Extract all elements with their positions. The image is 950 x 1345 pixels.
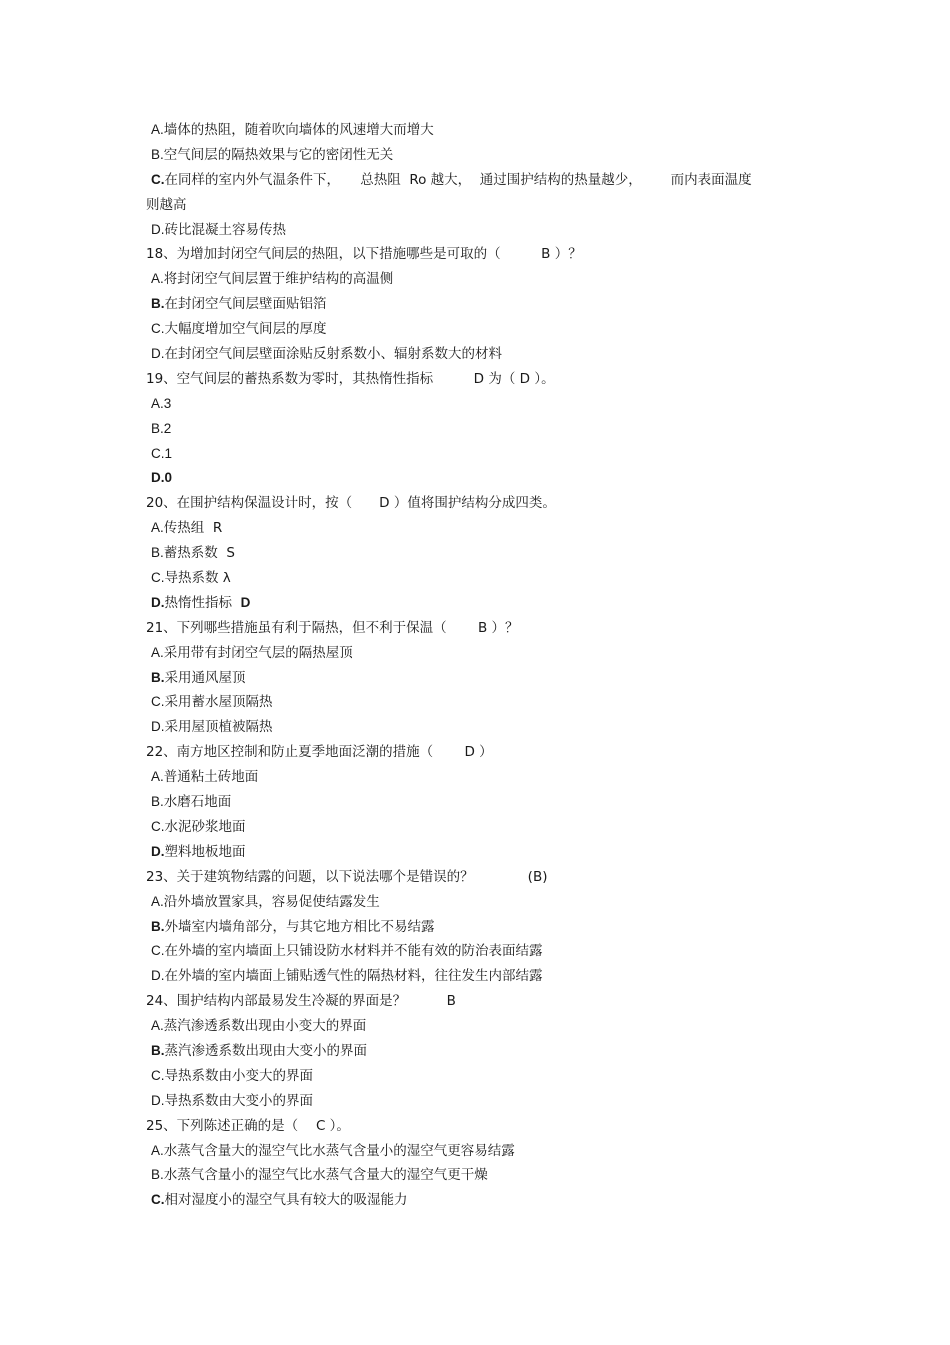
line-text: 蓄热系数 S: [163, 545, 235, 562]
question-line: [0, 367, 950, 392]
option-letter: D.0: [151, 470, 173, 486]
line-text: 将封闭空气间层置于维护结构的高温侧: [163, 271, 394, 288]
option-letter: B.: [151, 296, 165, 312]
option-line: [0, 317, 950, 342]
option-line: [0, 392, 950, 417]
option-letter: A.: [151, 520, 164, 536]
continuation-line: [0, 193, 950, 218]
option-letter: B.: [151, 918, 165, 934]
line-text: 20、在围护结构保温设计时，按（ D ）值将围护结构分成四类。: [146, 495, 556, 512]
option-letter: B.: [151, 669, 165, 685]
option-letter: A.: [151, 271, 164, 287]
option-line: [0, 442, 950, 467]
option-line: [0, 466, 950, 491]
line-text: 采用通风屋顶: [164, 669, 246, 686]
option-line: [0, 143, 950, 168]
option-letter: B.: [151, 146, 164, 162]
option-line: [0, 915, 950, 940]
line-text: 在外墙的室内墙面上只铺设防水材料并不能有效的防治表面结露: [164, 943, 543, 960]
option-letter: D.: [151, 1092, 165, 1108]
line-text: 22、南方地区控制和防止夏季地面泛潮的措施（ D ）: [146, 744, 493, 761]
option-letter: C.: [151, 321, 165, 337]
line-text: 沿外墙放置家具，容易促使结露发生: [163, 893, 380, 910]
option-letter: D.: [151, 968, 165, 984]
option-letter: C.: [151, 1192, 165, 1208]
line-text: 导热系数由大变小的界面: [164, 1092, 313, 1109]
option-letter: A.: [151, 1018, 164, 1034]
option-line: [0, 516, 950, 541]
line-text: 18、为增加封闭空气间层的热阻，以下措施哪些是可取的（ B ）？: [146, 246, 582, 263]
line-text: 导热系数由小变大的界面: [164, 1067, 313, 1084]
option-line: [0, 840, 950, 865]
option-line: [0, 666, 950, 691]
option-line: [0, 790, 950, 815]
option-letter: A.: [151, 1142, 164, 1158]
line-text: 空气间层的隔热效果与它的密闭性无关: [163, 146, 394, 163]
option-letter: C.1: [151, 445, 173, 461]
option-letter: B.: [151, 1167, 164, 1183]
option-line: [0, 292, 950, 317]
option-letter: A.: [151, 769, 164, 785]
line-text: 传热组 R: [163, 520, 223, 537]
line-text: 塑料地板地面: [164, 843, 246, 860]
question-line: [0, 989, 950, 1014]
option-line: [0, 1039, 950, 1064]
line-text: 在封闭空气间层壁面贴铝箔: [164, 296, 327, 313]
option-line: [0, 815, 950, 840]
option-line: [0, 939, 950, 964]
line-text: 采用带有封闭空气层的隔热屋顶: [163, 644, 353, 661]
line-text: 采用屋顶植被隔热: [164, 719, 273, 736]
line-text: 热惰性指标: [164, 594, 241, 611]
option-line: [0, 118, 950, 143]
option-line: [0, 1014, 950, 1039]
line-text: 25、下列陈述正确的是（ C ）。: [146, 1117, 350, 1134]
line-text: 24、围护结构内部最易发生冷凝的界面是？ B: [146, 993, 456, 1010]
option-line: [0, 1188, 950, 1213]
option-letter: B.: [151, 545, 164, 561]
question-line: [0, 242, 950, 267]
option-line: [0, 765, 950, 790]
line-text: 23、关于建筑物结露的问题，以下说法哪个是错误的？ (B): [146, 868, 548, 885]
line-text: 相对湿度小的湿空气具有较大的吸湿能力: [164, 1192, 408, 1209]
option-line: [0, 168, 950, 193]
option-letter: C.: [151, 694, 165, 710]
option-letter: D.: [151, 594, 165, 610]
line-text-bold-tail: D: [240, 594, 251, 610]
option-letter: A.: [151, 122, 164, 137]
option-line: [0, 267, 950, 292]
line-text: 21、下列哪些措施虽有利于隔热，但不利于保温（ B ）？: [146, 619, 519, 636]
option-letter: B.2: [151, 420, 172, 436]
line-text: 墙体的热阻，随着吹向墙体的风速增大而增大: [163, 122, 434, 138]
line-text: 在封闭空气间层壁面涂贴反射系数小、辐射系数大的材料: [164, 346, 502, 363]
option-letter: C.: [151, 1067, 165, 1083]
option-line: [0, 1139, 950, 1164]
line-text: 则越高: [146, 196, 187, 213]
option-line: [0, 1089, 950, 1114]
option-letter: A.3: [151, 395, 172, 411]
option-letter: A.: [151, 893, 164, 909]
option-line: [0, 417, 950, 442]
line-text: 水蒸气含量大的湿空气比水蒸气含量小的湿空气更容易结露: [163, 1142, 515, 1159]
line-text: 普通粘土砖地面: [163, 769, 259, 786]
option-letter: C.: [151, 943, 165, 959]
option-letter: D.: [151, 346, 165, 362]
option-letter: D.: [151, 221, 165, 237]
line-text: 水磨石地面: [163, 794, 232, 811]
question-line: [0, 491, 950, 516]
option-letter: D.: [151, 719, 165, 735]
line-text: 在同样的室内外气温条件下， 总热阻 Ro 越大， 通过围护结构的热量越少， 而内表面温度: [164, 171, 752, 188]
question-line: [0, 740, 950, 765]
option-letter: B.: [151, 794, 164, 810]
line-text: 在外墙的室内墙面上铺贴透气性的隔热材料，往往发生内部结露: [164, 968, 543, 985]
option-line: [0, 591, 950, 616]
option-line: [0, 715, 950, 740]
line-text: 蒸汽渗透系数出现由大变小的界面: [164, 1042, 367, 1059]
line-text: 采用蓄水屋顶隔热: [164, 694, 273, 711]
option-letter: C.: [151, 818, 165, 834]
line-text: 砖比混凝土容易传热: [164, 221, 286, 238]
line-text: 大幅度增加空气间层的厚度: [164, 321, 327, 338]
option-line: [0, 1163, 950, 1188]
line-text: 外墙室内墙角部分，与其它地方相比不易结露: [164, 918, 435, 935]
option-line: [0, 541, 950, 566]
line-text: 蒸汽渗透系数出现由小变大的界面: [163, 1018, 367, 1035]
option-line: [0, 964, 950, 989]
option-line: [0, 641, 950, 666]
line-text: 水泥砂浆地面: [164, 818, 246, 835]
option-letter: B.: [151, 1042, 165, 1058]
line-text: 水蒸气含量小的湿空气比水蒸气含量大的湿空气更干燥: [163, 1167, 488, 1184]
option-line: [0, 1064, 950, 1089]
line-text: 导热系数 λ: [164, 570, 231, 587]
option-letter: A.: [151, 644, 164, 660]
question-line: [0, 865, 950, 890]
option-line: [0, 342, 950, 367]
option-line: [0, 218, 950, 243]
option-letter: C.: [151, 171, 165, 187]
option-letter: C.: [151, 570, 165, 586]
line-text: 19、空气间层的蓄热系数为零时，其热惰性指标 D 为（ D ）。: [146, 370, 555, 387]
option-line: [0, 890, 950, 915]
option-line: [0, 690, 950, 715]
question-line: [0, 616, 950, 641]
option-line: [0, 566, 950, 591]
option-letter: D.: [151, 843, 165, 859]
document-body: [0, 118, 950, 1213]
question-line: [0, 1114, 950, 1139]
